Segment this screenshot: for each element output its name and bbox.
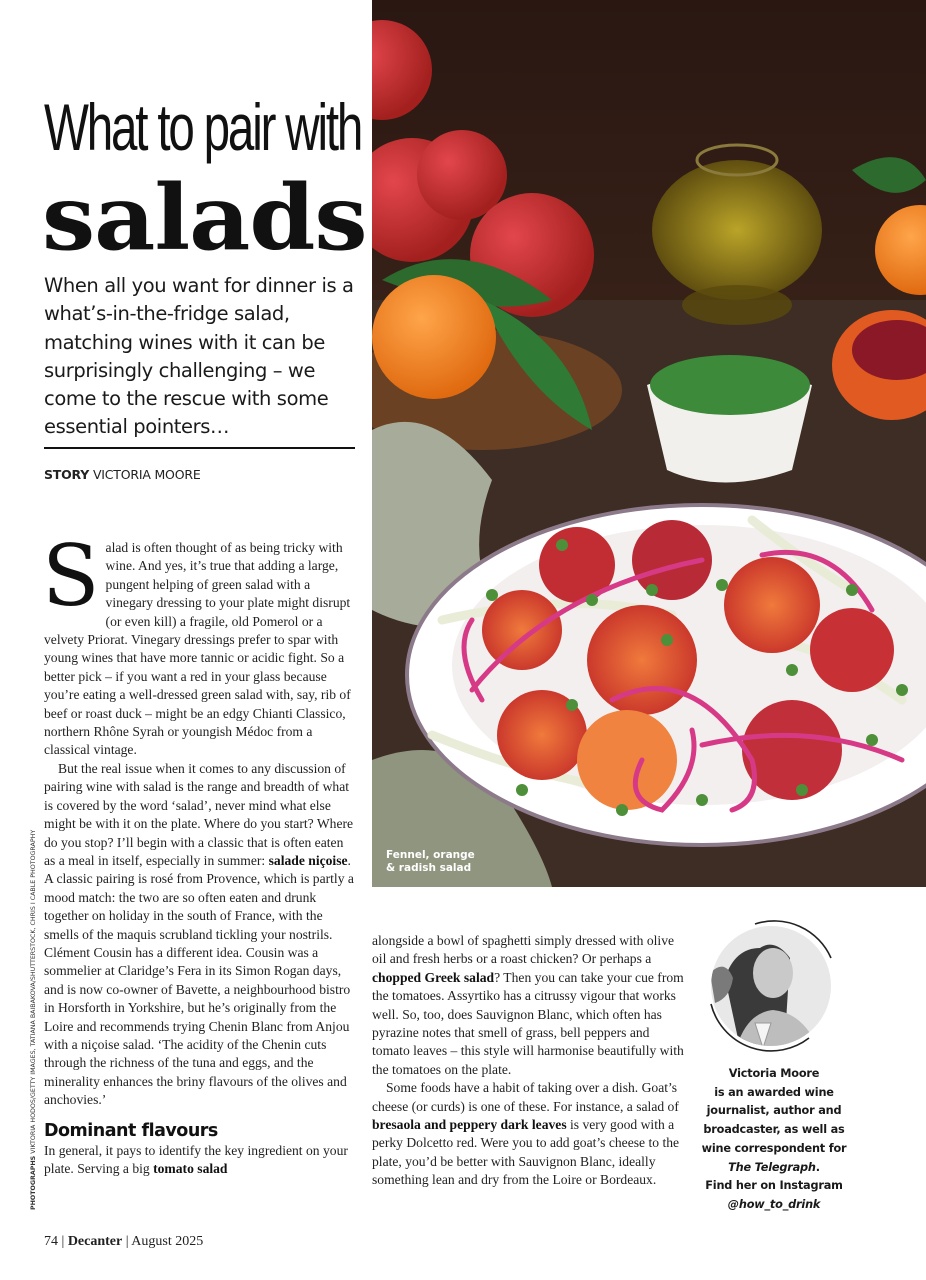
paragraph-dominant-cont: alongside a bowl of spaghetti simply dressed with olive oil and fresh herbs or a roast chicken? Or perhaps a chopped Greek salad? Then you can take your cue from the tomatoes. Assyrtiko has a citrussy vigour that works well. So, too, does Sauvignon Blanc, which often has pyrazine notes that smell of grass, bell peppers and tomato leaves – this style will harmonise beautifully with the tomatoes on the plate. xyxy=(372,933,684,1077)
standfirst: When all you want for dinner is a what’s-in-the-fridge salad, matching wines with it can be surprisingly challenging – we come to the rescue with some essential pointers… xyxy=(44,274,354,439)
page-number: 74 xyxy=(44,1234,58,1249)
article-column-left xyxy=(42,527,356,1178)
paragraph-intro: Salad is often thought of as being tricky with wine. And yes, it’s true that adding a large, pungent helping of green salad with a vinegary dressing to your plate might disrupt (or even kill) a fragile, old Pomerol or a velvety Priorat. Vinegary dressings prefer to spar with young wines that have more tannic or acidic fight. So a better pick – if you want a red in your glass because you’re eating a well-dressed green salad with, say, rib of beef or roast duck – might be an edgy Chianti Classico, northern Rhône Syrah or youngish Médoc from a classical vintage. xyxy=(42,527,351,758)
subheading: Dominant flavours xyxy=(44,1120,218,1141)
instagram-handle[interactable]: @how_to_drink xyxy=(727,1197,821,1211)
divider xyxy=(44,447,355,449)
page-folio: 74 | Decanter | August 2025 xyxy=(44,1234,204,1249)
publication-name: The Telegraph xyxy=(728,1160,816,1174)
byline-author: VICTORIA MOORE xyxy=(92,467,201,482)
photo-caption: Fennel, orange & radish salad xyxy=(386,849,475,874)
author-avatar xyxy=(705,918,840,1053)
issue-date: August 2025 xyxy=(131,1234,204,1249)
salad-photo xyxy=(372,0,926,887)
paragraph-goats-cheese: Some foods have a habit of taking over a dish. Goat’s cheese (or curds) is one of these. For instance, a salad of bresaola and peppery dark leaves is very good with a perky Dolcetto red. Were you to add goat’s cheese to the plate, you’d be better with Sauvignon Blanc, ideally something lean and dry from the Loire or Bordeaux. xyxy=(372,1080,680,1188)
paragraph-dominant-start: In general, it pays to identify the key ingredient on your plate. Serving a big tomato salad xyxy=(44,1142,348,1176)
photo-credit: PHOTOGRAPHS VIKTORIA HODOS/GETTY IMAGES, TATIANA BAIBAKOVA/SHUTTERSTOCK, CHRIS I CABLE PHOTOGRAPHY xyxy=(30,829,37,1210)
paragraph-nicoise: But the real issue when it comes to any discussion of pairing wine with salad is the range and breadth of what is covered by the word ‘salad’, never mind what else might be with it on the plate. Where do you start? Where do you stop? I’ll begin with a classic that is often eaten as a meal in itself, especially in summer: salade niçoise. A classic pairing is rosé from Provence, which is partly a mood match: the two are so often eaten and drunk together on holiday in the south of France, with the smells of the maquis scrubland tickling your nostrils. Clément Cousin has a different idea. Cousin was a sommelier at Claridge’s Fera in its Simon Rogan days, and is now co-owner of Bavette, a neighbourhood bistro in Horsforth in Yorkshire, but he’s originally from the Loire and recommends trying Chenin Blanc from Anjou with a niçoise salad. ‘The acidity of the Chenin cuts through the richness of the tuna and eggs, and the minerality enhances the briny flavours of the olives and anchovies.’ xyxy=(44,760,354,1108)
dropcap: S xyxy=(42,527,100,625)
byline xyxy=(44,467,201,482)
author-name: Victoria Moore xyxy=(728,1067,820,1080)
magazine-name: Decanter xyxy=(67,1234,123,1249)
salad-illustration xyxy=(372,0,926,887)
headline: salads xyxy=(42,165,367,271)
article-column-middle xyxy=(372,932,684,1190)
byline-label: STORY xyxy=(44,467,90,482)
author-bio: Victoria Moore is an awarded wine journalist, author and broadcaster, as well as wine correspondent for The Telegraph. Find her on Instagram @how_to_drink xyxy=(701,1067,847,1211)
headline-kicker: What to pair with xyxy=(44,90,362,164)
